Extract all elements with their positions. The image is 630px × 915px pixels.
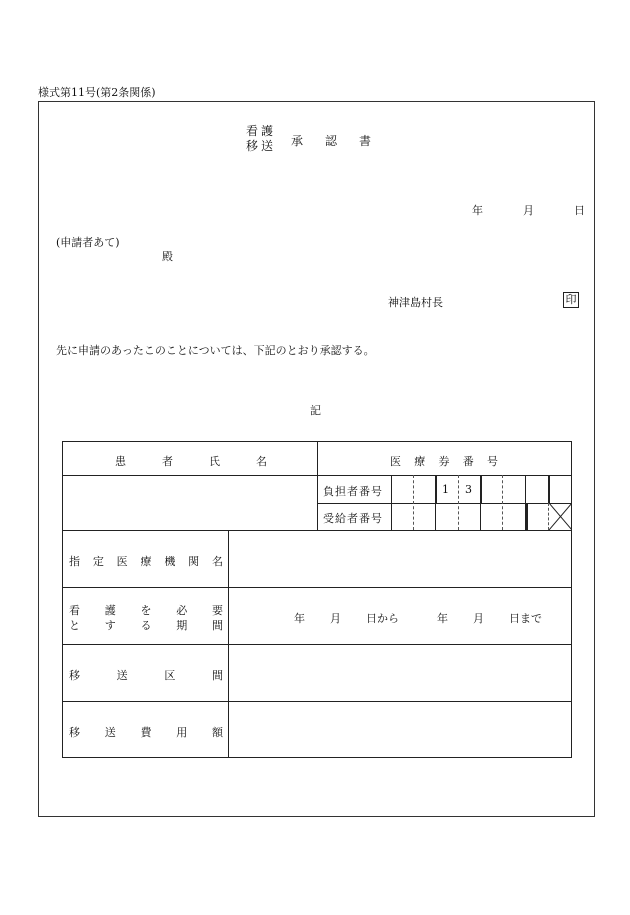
date-year: 年: [472, 204, 483, 217]
body-text: 先に申請のあったこのことについては、下記のとおり承認する。: [56, 344, 375, 357]
transport-section-label: 移 送 区 間: [69, 669, 223, 682]
box-line-thick: [526, 503, 528, 530]
row-divider: [63, 530, 571, 531]
row-divider: [63, 644, 571, 645]
period-to-year: 年: [437, 612, 448, 625]
medical-ticket-header: 医 療 券 番 号: [390, 455, 498, 468]
col-divider: [228, 530, 229, 757]
payer-number-label: 負担者番号: [323, 485, 383, 498]
box-line-thick: [548, 475, 550, 503]
issuer-name: 神津島村長: [388, 296, 443, 309]
box-line-thick: [480, 475, 482, 503]
period-from-day: 日から: [366, 612, 399, 625]
record-mark: 記: [310, 404, 321, 417]
addressee-label: (申請者あて): [56, 236, 120, 249]
date-month: 月: [523, 204, 534, 217]
row-divider: [317, 503, 571, 504]
payer-digit: 1: [442, 483, 449, 496]
box-dash: [413, 475, 414, 530]
box-line: [391, 475, 392, 530]
recipient-number-label: 受給者番号: [323, 512, 383, 525]
col-divider: [317, 442, 318, 530]
designated-institution-label: 指 定 医 療 機 関 名: [69, 555, 223, 568]
honorific: 殿: [162, 250, 173, 263]
issue-date: [472, 202, 585, 218]
period-from-month: 月: [330, 612, 341, 625]
period-from-year: 年: [294, 612, 305, 625]
row-divider: [63, 587, 571, 588]
box-line: [435, 503, 436, 530]
box-line-thick: [435, 475, 437, 503]
transport-cost-label: 移 送 費 用 額: [69, 726, 223, 739]
title-top-line: 看護: [246, 124, 277, 138]
crossed-box-icon: [549, 503, 572, 530]
date-day: 日: [574, 204, 585, 217]
title-stack: [246, 124, 276, 154]
period-to-month: 月: [473, 612, 484, 625]
period-label-line1: 看 護 を 必 要: [69, 604, 223, 617]
box-dash: [458, 475, 459, 530]
seal-mark: 印: [563, 292, 579, 308]
record-table: [62, 441, 572, 758]
period-to-day: 日まで: [509, 612, 542, 625]
box-line: [480, 503, 481, 530]
row-divider: [63, 701, 571, 702]
patient-name-header: 患 者 氏 名: [115, 455, 267, 468]
period-label-line2: と す る 期 間: [69, 619, 223, 632]
title-bottom-line: 移送: [246, 139, 277, 153]
title-rest: 承 認 書: [291, 134, 372, 148]
box-dash: [502, 475, 503, 530]
payer-digit: 3: [465, 483, 472, 496]
form-number-label: 様式第11号(第2条関係): [38, 86, 156, 99]
